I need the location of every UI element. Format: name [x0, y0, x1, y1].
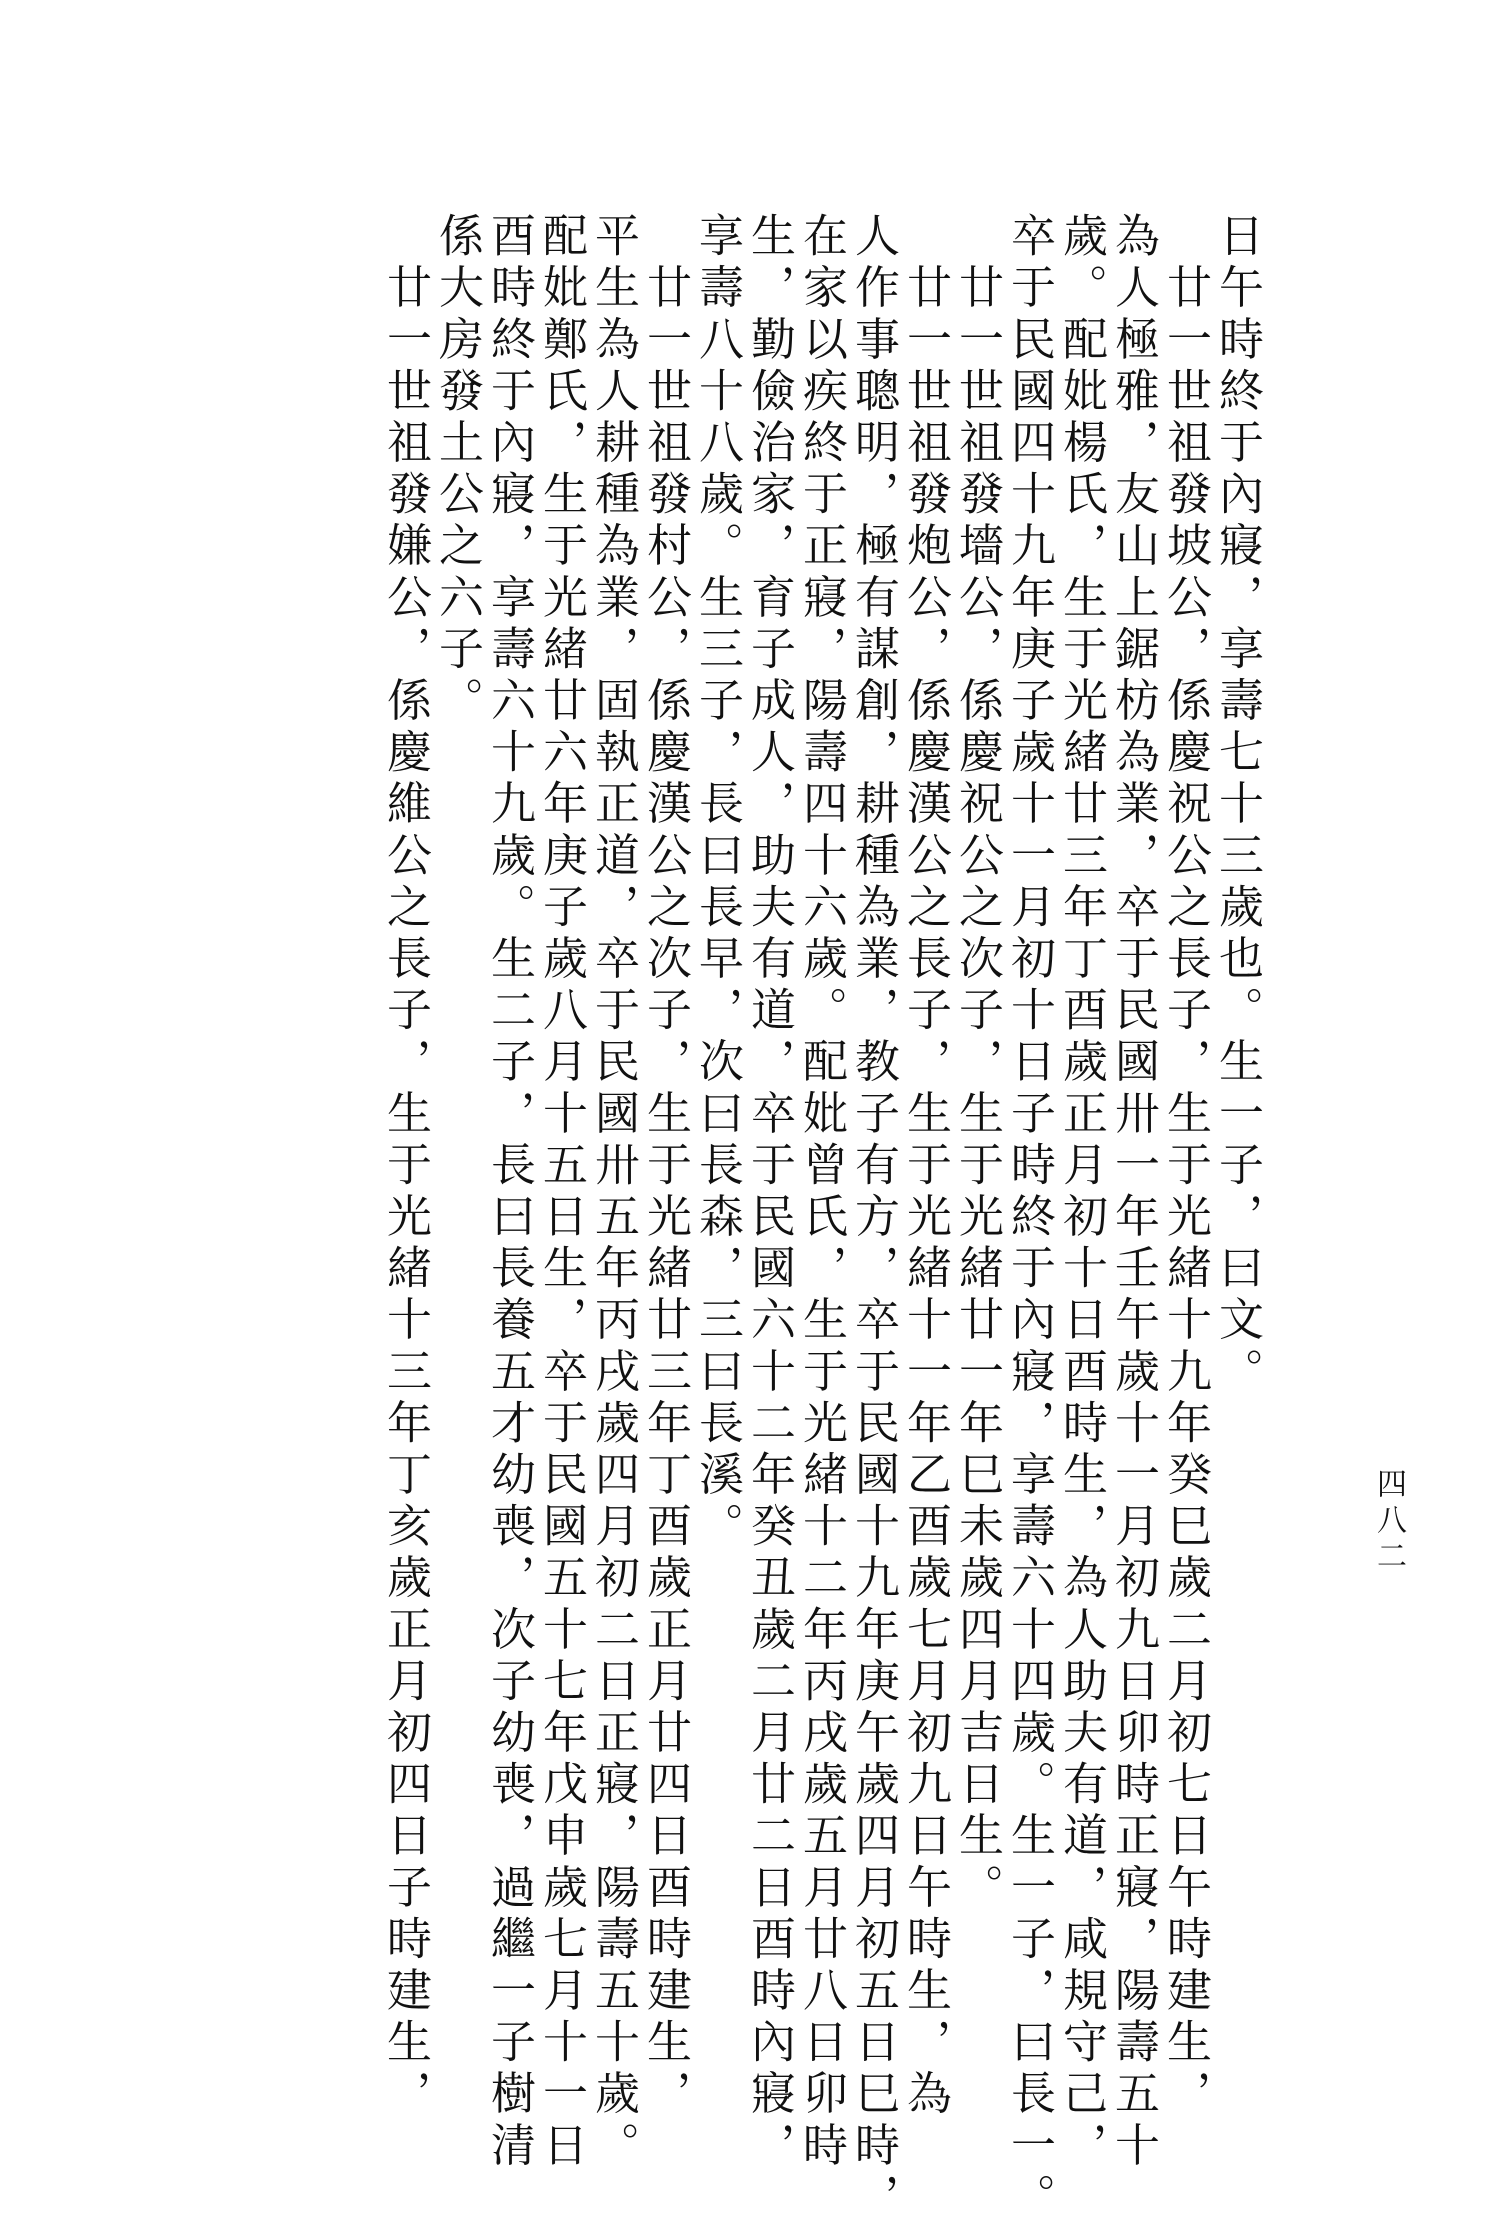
text-column: 廿一世祖發村公，係慶漢公之次子，生于光緒廿三年丁酉歲正月廿四日酉時建生，	[639, 212, 692, 2122]
text-column: 人作事聰明，極有謀創，耕種為業，教子有方，卒于民國十九年庚午歲四月初五日巳時，	[847, 212, 900, 2224]
page-number: 四八二	[1371, 1468, 1406, 1576]
text-column: 平生為人耕種為業，固執正道，卒于民國卅五年丙戌歲四月初二日正寢，陽壽五十歲。	[587, 212, 640, 2173]
text-column: 廿一世祖發炮公，係慶漢公之長子，生于光緒十一年乙酉歲七月初九日午時生，為	[899, 212, 952, 2122]
text-column: 廿一世祖發坡公，係慶祝公之長子，生于光緒十九年癸巳歲二月初七日午時建生，	[1159, 212, 1212, 2122]
text-column: 在家以疾終于正寢，陽壽四十六歲。配妣曾氏，生于光緒十二年丙戌歲五月廿八日卯時	[795, 212, 848, 2173]
text-column: 生，勤儉治家，育子成人，助夫有道，卒于民國六十二年癸丑歲二月廿二日酉時內寢，	[743, 212, 796, 2173]
text-column: 歲。配妣楊氏，生于光緒廿三年丁酉歲正月初十日酉時生，為人助夫有道，咸規守己，	[1055, 212, 1108, 2173]
text-column: 卒于民國四十九年庚子歲十一月初十日子時終于內寢，享壽六十四歲。生一子，曰長一。	[1003, 212, 1056, 2224]
text-column: 配妣鄭氏，生于光緒廿六年庚子歲八月十五日生，卒于民國五十七年戊申歲七月十一日	[535, 212, 588, 2173]
text-column: 享壽八十八歲。生三子，長曰長早，次曰長森，三曰長溪。	[691, 212, 744, 1554]
text-column: 日午時終于內寢，享壽七十三歲也。生一子，曰文。	[1211, 212, 1264, 1399]
text-column: 為人極雅，友山上鋸枋為業，卒于民國卅一年壬午歲十一月初九日卯時正寢，陽壽五十	[1107, 212, 1160, 2173]
text-column: 酉時終于內寢，享壽六十九歲。生二子，長曰長養五才幼喪，次子幼喪，過繼一子樹清	[483, 212, 536, 2173]
text-column: 廿一世祖發嫌公，係慶維公之長子，生于光緒十三年丁亥歲正月初四日子時建生，	[379, 212, 432, 2122]
text-column: 係大房發土公之六子。	[431, 212, 484, 728]
text-column: 廿一世祖發墻公，係慶祝公之次子，生于光緒廿一年巳未歲四月吉日生。	[951, 212, 1004, 1915]
